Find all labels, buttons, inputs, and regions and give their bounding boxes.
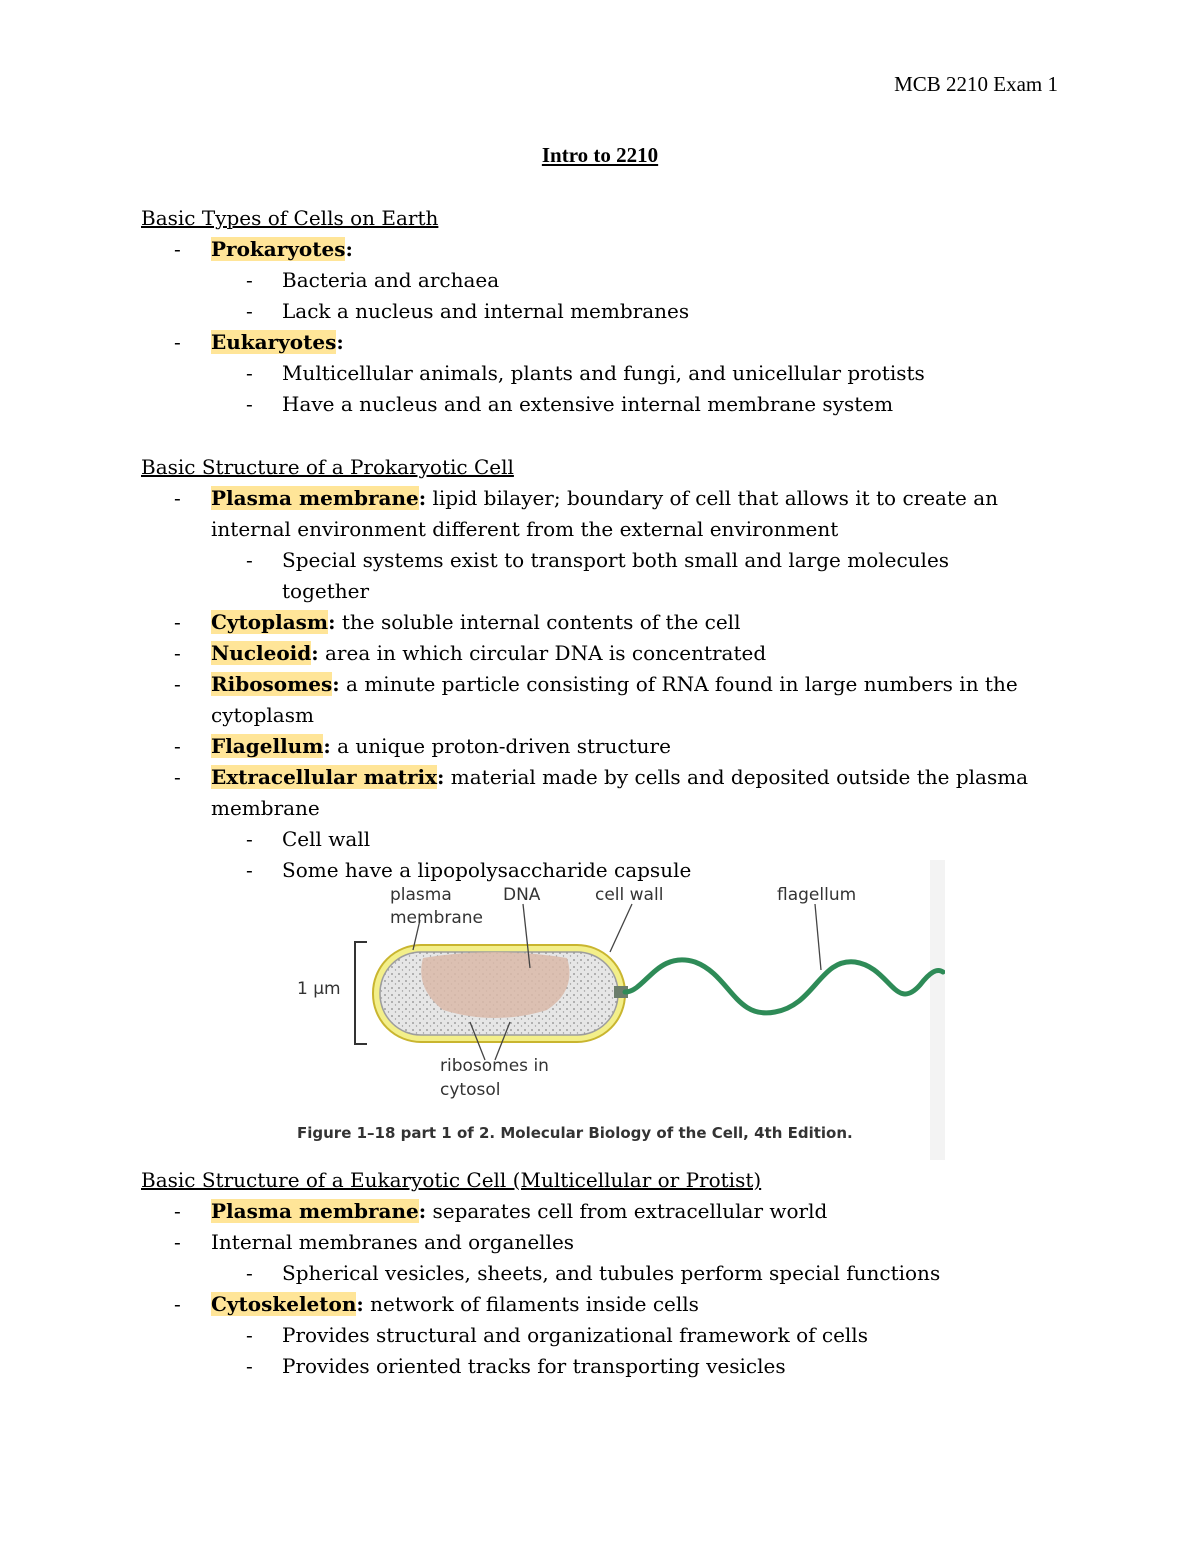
term-separator: : (345, 237, 353, 261)
term-separator: : (418, 486, 427, 510)
list-item (141, 731, 1041, 762)
list-item (141, 1289, 1041, 1320)
pointer-cell-wall (610, 904, 632, 952)
term-ribosomes: Ribosomes (211, 672, 333, 696)
dash-bullet: - (246, 299, 253, 323)
dash-bullet: - (246, 1261, 253, 1285)
item-text: the soluble internal contents of the cell (335, 610, 741, 634)
section-heading: Basic Structure of a Eukaryotic Cell (Multicellular or Protist) (141, 1168, 762, 1192)
term-separator: : (356, 1292, 364, 1316)
pointer-flagellum (815, 904, 821, 970)
page-title: Intro to 2210 (541, 143, 659, 167)
label-cell-wall: cell wall (595, 885, 664, 905)
nucleoid-shape (421, 952, 569, 1018)
term-separator: : (437, 765, 445, 789)
term-separator: : (328, 610, 336, 634)
dash-bullet: - (174, 734, 181, 758)
list-item (141, 1320, 1041, 1351)
list-item (141, 1227, 1041, 1258)
scale-bracket (355, 942, 367, 1044)
section-eukaryotic-structure (141, 1165, 1041, 1382)
dash-bullet: - (174, 486, 181, 510)
list-item (141, 545, 1041, 607)
dash-bullet: - (174, 641, 181, 665)
label-dna: DNA (503, 885, 541, 905)
list-item (141, 1196, 1041, 1227)
dash-bullet: - (174, 330, 181, 354)
item-text: Have a nucleus and an extensive internal membrane system (282, 392, 894, 416)
item-text: Lack a nucleus and internal membranes (282, 299, 690, 323)
term-separator: : (418, 1199, 427, 1223)
label-scale: 1 µm (297, 979, 341, 999)
list-item (141, 607, 1041, 638)
term-flagellum: Flagellum (211, 734, 324, 758)
item-text: separates cell from extracellular world (426, 1199, 828, 1223)
list-item (141, 234, 1041, 265)
item-text: Internal membranes and organelles (211, 1230, 575, 1254)
item-text: network of filaments inside cells (363, 1292, 699, 1316)
list-item (141, 358, 1041, 389)
dash-bullet: - (174, 610, 181, 634)
item-text: Provides oriented tracks for transporting vesicles (282, 1354, 786, 1378)
item-text: Bacteria and archaea (282, 268, 500, 292)
term-nucleoid: Nucleoid (211, 641, 312, 665)
dash-bullet: - (174, 672, 181, 696)
label-flagellum: flagellum (777, 885, 857, 905)
item-text: Cell wall (282, 827, 371, 851)
dash-bullet: - (174, 1230, 181, 1254)
section-heading: Basic Structure of a Prokaryotic Cell (141, 455, 514, 479)
list-item (141, 1351, 1041, 1382)
list-item (141, 638, 1041, 669)
dash-bullet: - (246, 268, 253, 292)
label-ribosomes: ribosomes in (440, 1056, 549, 1076)
term-separator: : (332, 672, 340, 696)
cell-diagram (285, 860, 945, 1160)
label-cytosol: cytosol (440, 1080, 501, 1100)
dash-bullet: - (246, 361, 253, 385)
item-text: a minute particle consisting of RNA found in large numbers in the cytoplasm (211, 672, 1018, 727)
figure-shadow (930, 860, 945, 1160)
item-text: a unique proton-driven structure (330, 734, 671, 758)
dash-bullet: - (174, 237, 181, 261)
term-cytoplasm: Cytoplasm (211, 610, 329, 634)
page-header: MCB 2210 Exam 1 (894, 72, 1058, 96)
item-text: Some have a lipopolysaccharide capsule (282, 858, 692, 882)
item-text: Multicellular animals, plants and fungi, and unicellular protists (282, 361, 925, 385)
item-text: area in which circular DNA is concentrated (318, 641, 767, 665)
section-prokaryotic-structure (141, 452, 1041, 886)
list-item (141, 389, 1041, 420)
label-plasma: plasma (390, 885, 452, 905)
list-item (141, 265, 1041, 296)
list-item (141, 824, 1041, 855)
flagellum-shape (625, 960, 943, 1013)
list-item (141, 762, 1041, 824)
list-item (141, 483, 1041, 545)
dash-bullet: - (174, 1199, 181, 1223)
item-text: Spherical vesicles, sheets, and tubules perform special functions (282, 1261, 941, 1285)
term-prokaryotes: Prokaryotes (211, 237, 346, 261)
dash-bullet: - (246, 392, 253, 416)
list-item (141, 669, 1041, 731)
dash-bullet: - (246, 1323, 253, 1347)
item-text: material made by cells and deposited outside the plasma membrane (211, 765, 1029, 820)
item-text: lipid bilayer; boundary of cell that allows it to create an internal environment different from the external environment (211, 486, 998, 541)
section-heading: Basic Types of Cells on Earth (141, 206, 439, 230)
figure-caption: Figure 1–18 part 1 of 2. Molecular Biology of the Cell, 4th Edition. (297, 1124, 853, 1142)
term-cytoskeleton: Cytoskeleton (211, 1292, 357, 1316)
list-item (141, 327, 1041, 358)
item-text: Provides structural and organizational framework of cells (282, 1323, 868, 1347)
item-text: Special systems exist to transport both small and large molecules together (282, 548, 950, 603)
term-eukaryotes: Eukaryotes (211, 330, 337, 354)
term-separator: : (311, 641, 319, 665)
dash-bullet: - (246, 827, 253, 851)
term-separator: : (336, 330, 344, 354)
list-item (141, 1258, 1041, 1289)
dash-bullet: - (246, 858, 253, 882)
term-plasma-membrane: Plasma membrane (211, 486, 419, 510)
dash-bullet: - (174, 765, 181, 789)
label-membrane: membrane (390, 908, 484, 928)
dash-bullet: - (246, 548, 253, 572)
term-extracellular-matrix: Extracellular matrix (211, 765, 438, 789)
list-item (141, 296, 1041, 327)
term-plasma-membrane: Plasma membrane (211, 1199, 419, 1223)
dash-bullet: - (246, 1354, 253, 1378)
section-cell-types (141, 203, 1041, 420)
prokaryotic-cell-figure (285, 860, 945, 1160)
dash-bullet: - (174, 1292, 181, 1316)
term-separator: : (323, 734, 331, 758)
